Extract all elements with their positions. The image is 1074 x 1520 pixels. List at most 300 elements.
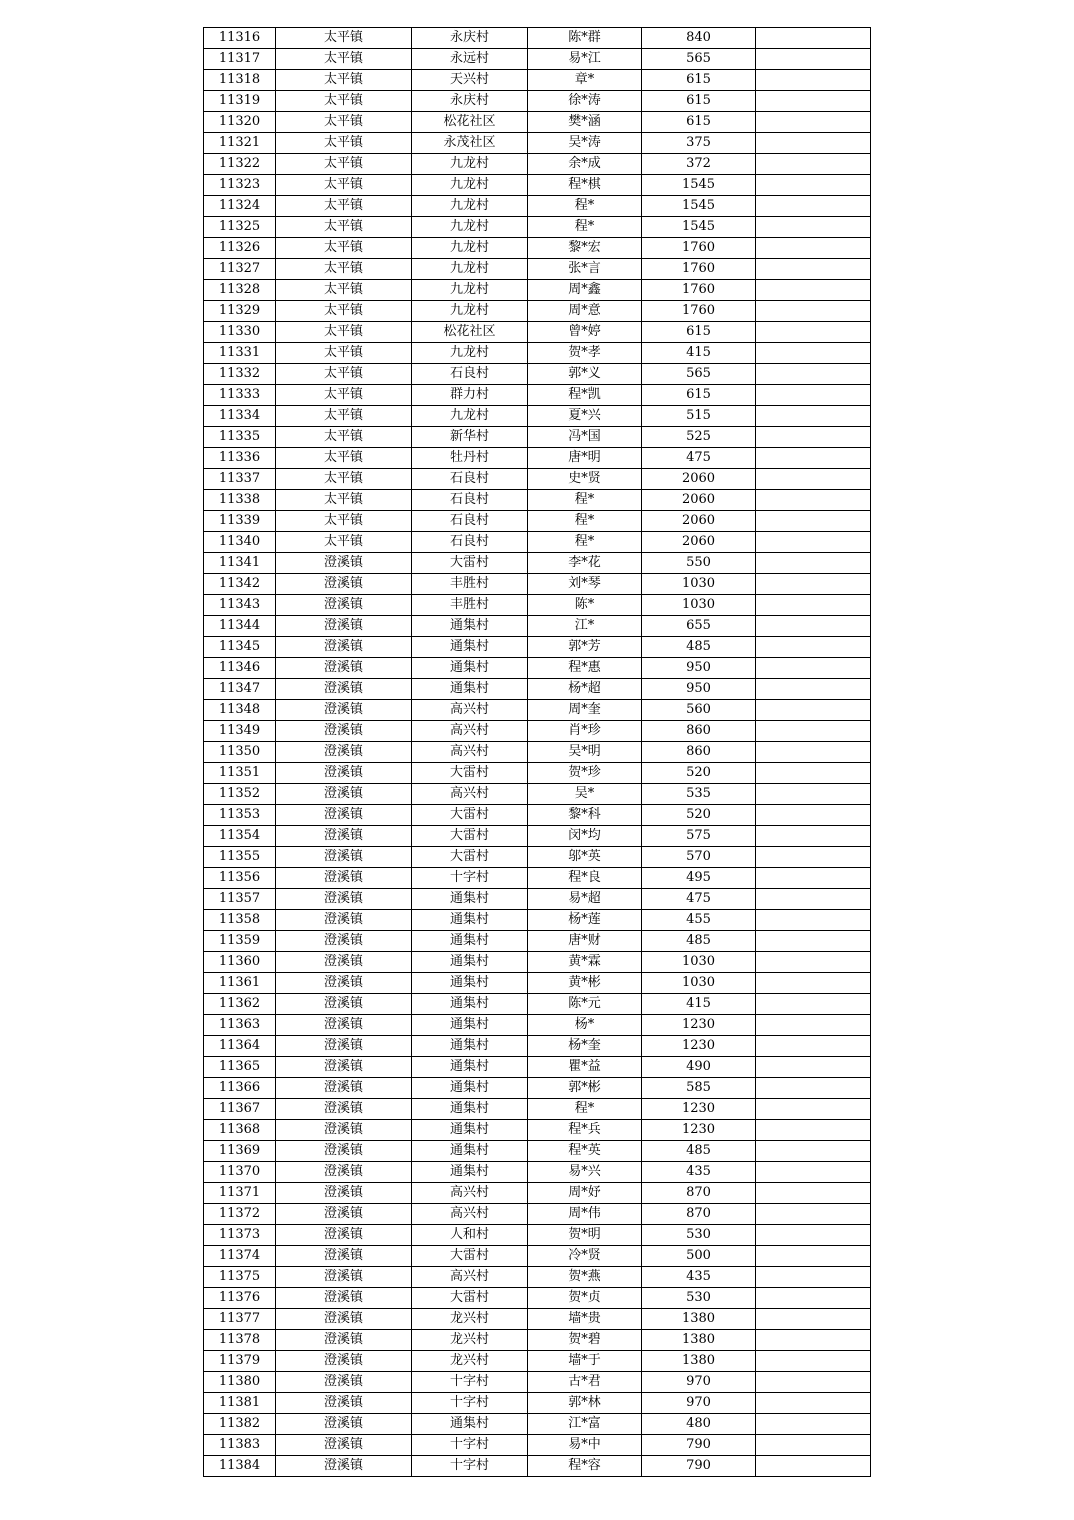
cell-town: 澄溪镇	[276, 1246, 412, 1267]
cell-name: 程*凯	[528, 385, 642, 406]
cell-note	[756, 1414, 871, 1435]
table-row	[204, 826, 871, 847]
cell-note	[756, 1183, 871, 1204]
cell-name: 唐*财	[528, 931, 642, 952]
cell-name: 程*	[528, 490, 642, 511]
cell-amount: 790	[642, 1435, 756, 1456]
table-row	[204, 1435, 871, 1456]
table-row	[204, 91, 871, 112]
cell-amount: 1760	[642, 259, 756, 280]
cell-note	[756, 154, 871, 175]
cell-amount: 615	[642, 70, 756, 91]
cell-note	[756, 679, 871, 700]
cell-note	[756, 1267, 871, 1288]
cell-town: 太平镇	[276, 490, 412, 511]
cell-town: 太平镇	[276, 511, 412, 532]
cell-id: 11368	[204, 1120, 276, 1141]
cell-note	[756, 1330, 871, 1351]
cell-village: 通集村	[412, 973, 528, 994]
cell-town: 太平镇	[276, 112, 412, 133]
cell-amount: 615	[642, 91, 756, 112]
table-row	[204, 679, 871, 700]
cell-name: 瞿*益	[528, 1057, 642, 1078]
cell-town: 澄溪镇	[276, 1309, 412, 1330]
cell-id: 11346	[204, 658, 276, 679]
table-row	[204, 574, 871, 595]
cell-id: 11326	[204, 238, 276, 259]
cell-town: 澄溪镇	[276, 1036, 412, 1057]
cell-id: 11330	[204, 322, 276, 343]
cell-id: 11318	[204, 70, 276, 91]
cell-note	[756, 1393, 871, 1414]
table-row	[204, 301, 871, 322]
cell-amount: 530	[642, 1225, 756, 1246]
cell-village: 九龙村	[412, 259, 528, 280]
cell-town: 太平镇	[276, 49, 412, 70]
cell-note	[756, 847, 871, 868]
cell-id: 11373	[204, 1225, 276, 1246]
table-row	[204, 1267, 871, 1288]
cell-town: 澄溪镇	[276, 931, 412, 952]
cell-village: 大雷村	[412, 805, 528, 826]
table-row	[204, 196, 871, 217]
cell-village: 龙兴村	[412, 1330, 528, 1351]
cell-name: 吴*明	[528, 742, 642, 763]
table-row	[204, 1330, 871, 1351]
cell-note	[756, 805, 871, 826]
cell-name: 陈*群	[528, 28, 642, 49]
table-row	[204, 49, 871, 70]
cell-village: 大雷村	[412, 763, 528, 784]
cell-name: 江*富	[528, 1414, 642, 1435]
cell-id: 11366	[204, 1078, 276, 1099]
table-row	[204, 1393, 871, 1414]
cell-amount: 535	[642, 784, 756, 805]
cell-town: 澄溪镇	[276, 1120, 412, 1141]
cell-id: 11341	[204, 553, 276, 574]
table-row	[204, 868, 871, 889]
table-row	[204, 280, 871, 301]
cell-id: 11343	[204, 595, 276, 616]
cell-id: 11347	[204, 679, 276, 700]
cell-id: 11327	[204, 259, 276, 280]
cell-note	[756, 952, 871, 973]
cell-id: 11380	[204, 1372, 276, 1393]
cell-village: 牡丹村	[412, 448, 528, 469]
cell-amount: 1380	[642, 1351, 756, 1372]
cell-id: 11361	[204, 973, 276, 994]
cell-name: 史*贤	[528, 469, 642, 490]
cell-amount: 790	[642, 1456, 756, 1477]
cell-town: 澄溪镇	[276, 1393, 412, 1414]
cell-amount: 1380	[642, 1330, 756, 1351]
cell-id: 11316	[204, 28, 276, 49]
cell-village: 通集村	[412, 1078, 528, 1099]
cell-town: 澄溪镇	[276, 1225, 412, 1246]
cell-village: 永庆村	[412, 91, 528, 112]
cell-note	[756, 280, 871, 301]
cell-id: 11321	[204, 133, 276, 154]
cell-town: 太平镇	[276, 343, 412, 364]
cell-amount: 1230	[642, 1015, 756, 1036]
cell-id: 11324	[204, 196, 276, 217]
cell-town: 太平镇	[276, 322, 412, 343]
cell-note	[756, 1435, 871, 1456]
cell-village: 人和村	[412, 1225, 528, 1246]
cell-town: 澄溪镇	[276, 574, 412, 595]
table-row	[204, 742, 871, 763]
table-row	[204, 952, 871, 973]
cell-village: 十字村	[412, 1393, 528, 1414]
cell-note	[756, 784, 871, 805]
cell-name: 曾*婷	[528, 322, 642, 343]
cell-name: 程*良	[528, 868, 642, 889]
table-row	[204, 154, 871, 175]
cell-amount: 1545	[642, 217, 756, 238]
cell-town: 澄溪镇	[276, 1183, 412, 1204]
cell-village: 石良村	[412, 469, 528, 490]
cell-id: 11331	[204, 343, 276, 364]
cell-amount: 1230	[642, 1120, 756, 1141]
cell-note	[756, 1456, 871, 1477]
cell-amount: 485	[642, 931, 756, 952]
table-row	[204, 511, 871, 532]
table-row	[204, 1162, 871, 1183]
cell-note	[756, 238, 871, 259]
cell-id: 11377	[204, 1309, 276, 1330]
cell-village: 通集村	[412, 1057, 528, 1078]
table-row	[204, 28, 871, 49]
cell-village: 永远村	[412, 49, 528, 70]
cell-note	[756, 1372, 871, 1393]
cell-note	[756, 469, 871, 490]
cell-village: 十字村	[412, 1456, 528, 1477]
cell-id: 11378	[204, 1330, 276, 1351]
table-row	[204, 1036, 871, 1057]
cell-amount: 565	[642, 364, 756, 385]
cell-name: 易*中	[528, 1435, 642, 1456]
cell-village: 通集村	[412, 1414, 528, 1435]
table-row	[204, 1309, 871, 1330]
cell-name: 周*鑫	[528, 280, 642, 301]
table-row	[204, 847, 871, 868]
cell-note	[756, 1015, 871, 1036]
cell-note	[756, 406, 871, 427]
cell-town: 太平镇	[276, 238, 412, 259]
cell-amount: 415	[642, 994, 756, 1015]
table-row	[204, 343, 871, 364]
cell-id: 11356	[204, 868, 276, 889]
cell-note	[756, 553, 871, 574]
cell-town: 澄溪镇	[276, 1204, 412, 1225]
cell-amount: 2060	[642, 469, 756, 490]
cell-town: 太平镇	[276, 406, 412, 427]
cell-amount: 500	[642, 1246, 756, 1267]
cell-id: 11360	[204, 952, 276, 973]
table-row	[204, 784, 871, 805]
cell-village: 九龙村	[412, 406, 528, 427]
cell-note	[756, 658, 871, 679]
cell-name: 江*	[528, 616, 642, 637]
table-row	[204, 700, 871, 721]
cell-town: 太平镇	[276, 154, 412, 175]
cell-town: 澄溪镇	[276, 700, 412, 721]
cell-village: 丰胜村	[412, 595, 528, 616]
table-row	[204, 133, 871, 154]
cell-amount: 1030	[642, 574, 756, 595]
cell-name: 程*惠	[528, 658, 642, 679]
cell-village: 通集村	[412, 910, 528, 931]
cell-amount: 1545	[642, 175, 756, 196]
cell-note	[756, 1162, 871, 1183]
cell-town: 澄溪镇	[276, 805, 412, 826]
table-row	[204, 1015, 871, 1036]
cell-town: 太平镇	[276, 91, 412, 112]
cell-note	[756, 322, 871, 343]
cell-village: 通集村	[412, 1099, 528, 1120]
cell-amount: 560	[642, 700, 756, 721]
cell-village: 永庆村	[412, 28, 528, 49]
cell-id: 11365	[204, 1057, 276, 1078]
table-row	[204, 70, 871, 91]
cell-id: 11375	[204, 1267, 276, 1288]
cell-name: 徐*涛	[528, 91, 642, 112]
cell-village: 九龙村	[412, 343, 528, 364]
cell-note	[756, 448, 871, 469]
cell-name: 墙*贵	[528, 1309, 642, 1330]
table-row	[204, 1414, 871, 1435]
table-row	[204, 238, 871, 259]
cell-note	[756, 595, 871, 616]
cell-name: 程*英	[528, 1141, 642, 1162]
cell-name: 黎*宏	[528, 238, 642, 259]
cell-town: 太平镇	[276, 448, 412, 469]
cell-town: 澄溪镇	[276, 637, 412, 658]
cell-name: 程*	[528, 511, 642, 532]
cell-name: 古*君	[528, 1372, 642, 1393]
cell-id: 11340	[204, 532, 276, 553]
table-row	[204, 931, 871, 952]
cell-note	[756, 364, 871, 385]
cell-note	[756, 532, 871, 553]
cell-town: 太平镇	[276, 70, 412, 91]
cell-village: 九龙村	[412, 217, 528, 238]
cell-village: 通集村	[412, 994, 528, 1015]
cell-id: 11317	[204, 49, 276, 70]
cell-amount: 870	[642, 1183, 756, 1204]
cell-amount: 455	[642, 910, 756, 931]
cell-name: 杨*超	[528, 679, 642, 700]
cell-village: 高兴村	[412, 742, 528, 763]
cell-note	[756, 490, 871, 511]
cell-name: 程*容	[528, 1456, 642, 1477]
cell-id: 11372	[204, 1204, 276, 1225]
cell-village: 大雷村	[412, 826, 528, 847]
cell-note	[756, 1309, 871, 1330]
cell-village: 石良村	[412, 511, 528, 532]
cell-amount: 615	[642, 385, 756, 406]
cell-town: 澄溪镇	[276, 679, 412, 700]
cell-id: 11344	[204, 616, 276, 637]
cell-town: 澄溪镇	[276, 889, 412, 910]
cell-id: 11384	[204, 1456, 276, 1477]
cell-note	[756, 259, 871, 280]
cell-amount: 1030	[642, 973, 756, 994]
cell-id: 11350	[204, 742, 276, 763]
cell-town: 澄溪镇	[276, 1456, 412, 1477]
cell-name: 杨*莲	[528, 910, 642, 931]
cell-name: 墙*于	[528, 1351, 642, 1372]
cell-town: 澄溪镇	[276, 868, 412, 889]
cell-amount: 1760	[642, 280, 756, 301]
cell-note	[756, 637, 871, 658]
cell-amount: 575	[642, 826, 756, 847]
table-row	[204, 1120, 871, 1141]
cell-name: 樊*涵	[528, 112, 642, 133]
cell-id: 11328	[204, 280, 276, 301]
table-row	[204, 1204, 871, 1225]
cell-name: 冷*贤	[528, 1246, 642, 1267]
cell-name: 章*	[528, 70, 642, 91]
cell-id: 11336	[204, 448, 276, 469]
cell-name: 李*花	[528, 553, 642, 574]
cell-note	[756, 763, 871, 784]
table-row	[204, 553, 871, 574]
cell-name: 周*奎	[528, 700, 642, 721]
cell-id: 11323	[204, 175, 276, 196]
cell-village: 通集村	[412, 931, 528, 952]
cell-name: 闵*均	[528, 826, 642, 847]
table-row	[204, 637, 871, 658]
cell-amount: 585	[642, 1078, 756, 1099]
cell-id: 11359	[204, 931, 276, 952]
cell-name: 余*成	[528, 154, 642, 175]
cell-village: 大雷村	[412, 1288, 528, 1309]
cell-name: 杨*奎	[528, 1036, 642, 1057]
cell-amount: 1030	[642, 952, 756, 973]
cell-note	[756, 1204, 871, 1225]
cell-name: 程*	[528, 532, 642, 553]
cell-note	[756, 1120, 871, 1141]
cell-name: 冯*国	[528, 427, 642, 448]
cell-id: 11382	[204, 1414, 276, 1435]
cell-village: 群力村	[412, 385, 528, 406]
cell-village: 大雷村	[412, 553, 528, 574]
cell-town: 澄溪镇	[276, 1141, 412, 1162]
cell-town: 太平镇	[276, 301, 412, 322]
cell-amount: 615	[642, 112, 756, 133]
cell-note	[756, 196, 871, 217]
table-row	[204, 721, 871, 742]
cell-id: 11348	[204, 700, 276, 721]
cell-town: 太平镇	[276, 469, 412, 490]
cell-village: 十字村	[412, 1435, 528, 1456]
cell-amount: 1760	[642, 301, 756, 322]
cell-note	[756, 868, 871, 889]
table-row	[204, 973, 871, 994]
table-row	[204, 1288, 871, 1309]
cell-id: 11325	[204, 217, 276, 238]
cell-town: 澄溪镇	[276, 1162, 412, 1183]
cell-amount: 970	[642, 1372, 756, 1393]
cell-town: 澄溪镇	[276, 595, 412, 616]
cell-amount: 485	[642, 1141, 756, 1162]
cell-village: 通集村	[412, 1120, 528, 1141]
cell-village: 丰胜村	[412, 574, 528, 595]
cell-name: 吴*涛	[528, 133, 642, 154]
cell-amount: 870	[642, 1204, 756, 1225]
cell-note	[756, 1036, 871, 1057]
cell-name: 吴*	[528, 784, 642, 805]
cell-id: 11351	[204, 763, 276, 784]
cell-note	[756, 385, 871, 406]
cell-village: 九龙村	[412, 238, 528, 259]
cell-town: 太平镇	[276, 532, 412, 553]
cell-note	[756, 1057, 871, 1078]
table-row	[204, 406, 871, 427]
cell-id: 11370	[204, 1162, 276, 1183]
cell-note	[756, 175, 871, 196]
cell-name: 程*棋	[528, 175, 642, 196]
table-row	[204, 490, 871, 511]
cell-village: 高兴村	[412, 700, 528, 721]
cell-name: 肖*珍	[528, 721, 642, 742]
table-row	[204, 259, 871, 280]
cell-name: 郭*芳	[528, 637, 642, 658]
cell-town: 澄溪镇	[276, 553, 412, 574]
cell-amount: 475	[642, 889, 756, 910]
cell-amount: 860	[642, 742, 756, 763]
cell-town: 澄溪镇	[276, 1414, 412, 1435]
cell-town: 澄溪镇	[276, 721, 412, 742]
cell-town: 澄溪镇	[276, 1330, 412, 1351]
cell-id: 11335	[204, 427, 276, 448]
cell-village: 松花社区	[412, 322, 528, 343]
cell-id: 11362	[204, 994, 276, 1015]
cell-name: 周*伟	[528, 1204, 642, 1225]
cell-name: 黎*科	[528, 805, 642, 826]
cell-name: 易*兴	[528, 1162, 642, 1183]
cell-village: 永茂社区	[412, 133, 528, 154]
cell-village: 通集村	[412, 679, 528, 700]
cell-amount: 372	[642, 154, 756, 175]
cell-amount: 485	[642, 637, 756, 658]
cell-note	[756, 133, 871, 154]
cell-note	[756, 112, 871, 133]
cell-id: 11352	[204, 784, 276, 805]
cell-town: 太平镇	[276, 280, 412, 301]
cell-name: 程*	[528, 196, 642, 217]
cell-village: 通集村	[412, 1015, 528, 1036]
cell-amount: 2060	[642, 490, 756, 511]
cell-name: 易*江	[528, 49, 642, 70]
cell-village: 通集村	[412, 889, 528, 910]
cell-town: 澄溪镇	[276, 1351, 412, 1372]
cell-name: 贺*燕	[528, 1267, 642, 1288]
cell-id: 11355	[204, 847, 276, 868]
cell-amount: 950	[642, 679, 756, 700]
cell-note	[756, 742, 871, 763]
cell-name: 郭*义	[528, 364, 642, 385]
cell-note	[756, 889, 871, 910]
cell-town: 澄溪镇	[276, 1078, 412, 1099]
cell-amount: 1545	[642, 196, 756, 217]
cell-note	[756, 931, 871, 952]
table-row	[204, 1057, 871, 1078]
table-row	[204, 889, 871, 910]
cell-note	[756, 574, 871, 595]
table-row	[204, 385, 871, 406]
